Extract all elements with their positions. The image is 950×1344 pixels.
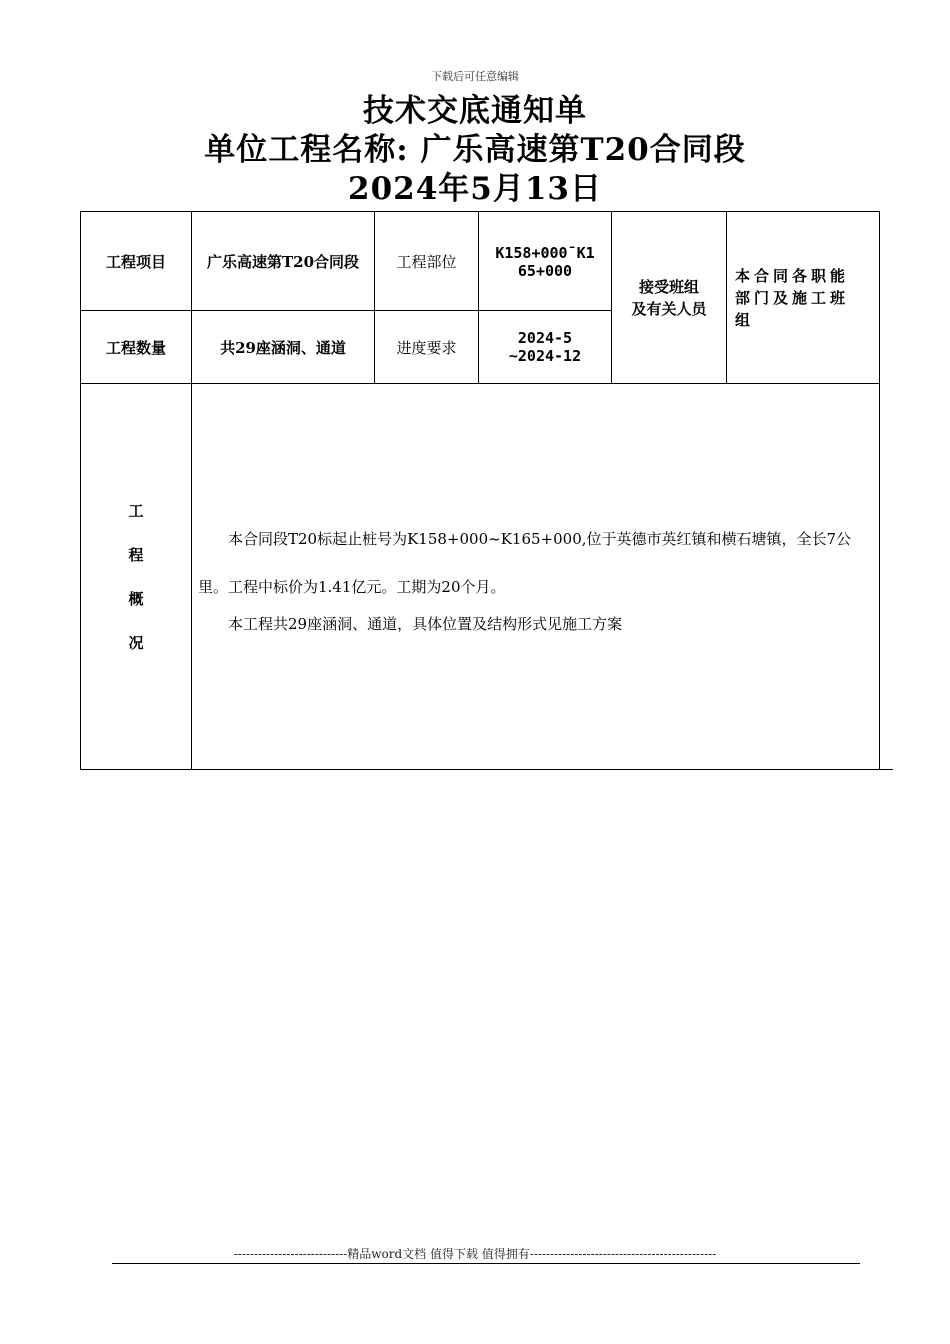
overview-label — [81, 384, 192, 770]
receiver-label — [612, 212, 727, 384]
top-note: 下载后可任意编辑 — [431, 70, 519, 83]
receiver-label-line-2: 及有关人员 — [631, 299, 707, 318]
footer-rule — [112, 1263, 860, 1264]
overview-label-char: 况 — [128, 633, 144, 652]
footer-text: ----------------------------精品word文档 值得下载 值得拥有---------------------------------------------- — [233, 1247, 717, 1261]
overview-label-char: 概 — [128, 589, 144, 608]
quantity-label: 工程数量 — [81, 311, 192, 384]
schedule-value — [479, 311, 612, 384]
location-value-line-2: 65+000 — [517, 262, 573, 280]
location-label: 工程部位 — [375, 212, 479, 311]
overview-label-char: 程 — [128, 545, 144, 564]
receiver-value-line-3: 组 — [735, 310, 755, 329]
title-line-2: 单位工程名称: 广乐高速第T20合同段 — [204, 132, 746, 168]
table-row — [81, 384, 880, 770]
title-line-3: 2024年5月13日 — [348, 171, 602, 207]
schedule-label: 进度要求 — [375, 311, 479, 384]
table-row — [81, 212, 880, 311]
receiver-value — [727, 212, 880, 384]
project-value: 广乐高速第T20合同段 — [192, 212, 375, 311]
title-line-1: 技术交底通知单 — [363, 93, 587, 129]
disclosure-table — [80, 211, 880, 770]
schedule-value-line-1: 2024-5 — [517, 329, 573, 347]
receiver-value-line-1: 本合同各职能 — [735, 266, 850, 285]
table-tail-line — [879, 769, 893, 770]
location-value — [479, 212, 612, 311]
overview-paragraph-1: 本合同段T20标起止桩号为K158+000~K165+000,位于英德市英红镇和横石塘镇，全长7公里。工程中标价为1.41亿元。工期为20个月。 — [198, 530, 852, 596]
location-value-line-1: K158+000¯K1 — [495, 244, 595, 262]
overview-label-char: 工 — [128, 501, 144, 520]
schedule-value-line-2: ~2024-12 — [508, 347, 582, 365]
overview-content — [192, 384, 880, 770]
document-title — [0, 92, 950, 209]
project-label: 工程项目 — [81, 212, 192, 311]
receiver-label-line-1: 接受班组 — [638, 277, 699, 296]
receiver-value-line-2: 部门及施工班 — [735, 288, 850, 307]
quantity-value: 共29座涵洞、通道 — [192, 311, 375, 384]
overview-paragraph-2: 本工程共29座涵洞、通道，具体位置及结构形式见施工方案 — [228, 615, 623, 633]
